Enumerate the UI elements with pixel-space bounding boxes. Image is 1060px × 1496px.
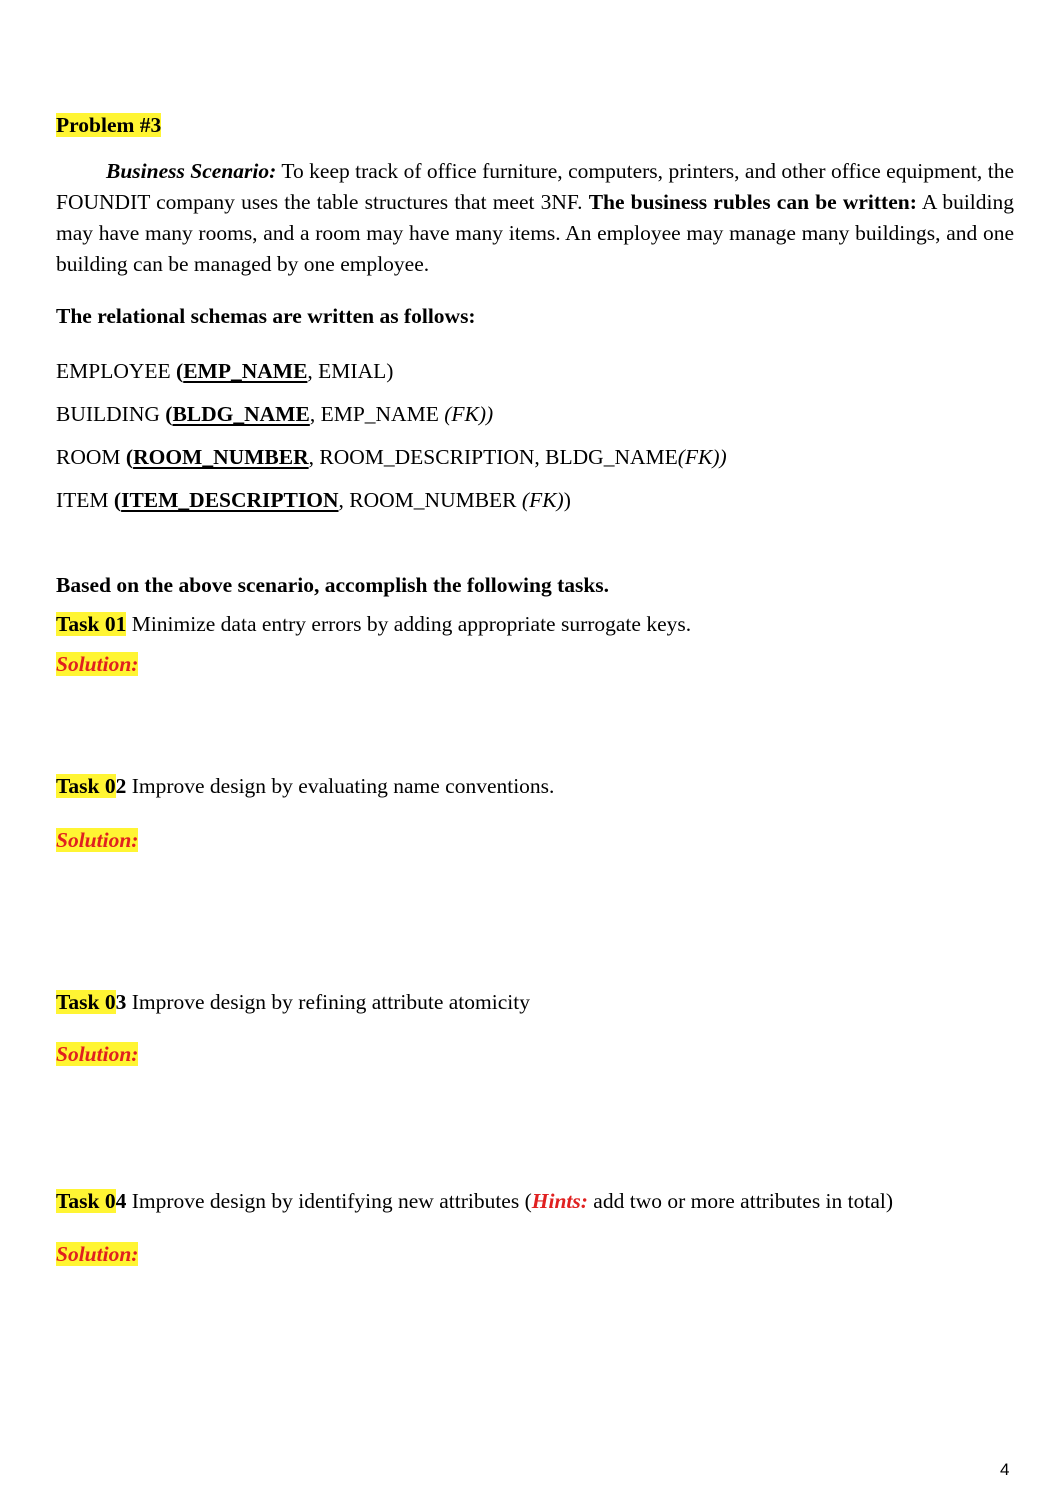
page-number: 4 [1000, 1460, 1010, 1479]
foreign-key-marker: (FK)) [444, 402, 494, 426]
task-text: Improve design by evaluating name conventions. [126, 774, 555, 798]
task-02: Task 02 Improve design by evaluating name conventions. [56, 774, 555, 798]
solution-03-label: Solution: [56, 1042, 139, 1066]
task-label: Task 01 [56, 612, 127, 636]
tasks-heading: Based on the above scenario, accomplish the following tasks. [56, 573, 610, 597]
task-03: Task 03 Improve design by refining attribute atomicity [56, 990, 530, 1014]
scenario-text-2: A building may have many rooms, and a room may have many items. An employee may manage many buildings, and one building can be managed by one employee. [56, 190, 1014, 276]
schema-room: ROOM (ROOM_NUMBER, ROOM_DESCRIPTION, BLDG_NAME(FK)) [56, 445, 727, 469]
business-rules-label: The business rubles can be written: [588, 190, 917, 214]
schema-item: ITEM (ITEM_DESCRIPTION, ROOM_NUMBER (FK)) [56, 488, 571, 512]
primary-key: ROOM_NUMBER [133, 445, 309, 469]
task-04: Task 04 Improve design by identifying new attributes (Hints: add two or more attributes in total) [56, 1189, 894, 1213]
task-label: Task 0 [56, 990, 116, 1014]
hints-text: add two or more attributes in total) [587, 1189, 894, 1213]
task-text: Minimize data entry errors by adding appropriate surrogate keys. [126, 612, 692, 636]
primary-key: BLDG_NAME [172, 402, 310, 426]
primary-key: EMP_NAME [183, 359, 308, 383]
problem-title: Problem #3 [56, 113, 162, 137]
foreign-key-marker: (FK) [521, 488, 564, 512]
solution-01-label: Solution: [56, 652, 139, 676]
scenario-text-1: To keep track of office furniture, computers, printers, and other office equipment, the FOUNDIT company uses the table structures that meet 3NF. [56, 159, 1014, 214]
schema-employee: EMPLOYEE (EMP_NAME, EMIAL) [56, 359, 394, 383]
task-text: Improve design by refining attribute atomicity [126, 990, 530, 1014]
task-01 [56, 612, 691, 637]
hints-label: Hints: [531, 1189, 588, 1213]
scenario-label: Business Scenario: [106, 159, 277, 183]
task-text: Improve design by identifying new attributes ( [126, 1189, 532, 1213]
primary-key: ITEM_DESCRIPTION [121, 488, 339, 512]
schema-building: BUILDING (BLDG_NAME, EMP_NAME (FK)) [56, 402, 494, 426]
foreign-key-marker: (FK)) [677, 445, 727, 469]
task-label: Task 0 [56, 774, 116, 798]
task-label: Task 0 [56, 1189, 116, 1213]
business-scenario-paragraph [56, 156, 1014, 280]
solution-04-label: Solution: [56, 1242, 139, 1266]
schemas-heading: The relational schemas are written as follows: [56, 304, 476, 328]
solution-02-label: Solution: [56, 828, 139, 852]
